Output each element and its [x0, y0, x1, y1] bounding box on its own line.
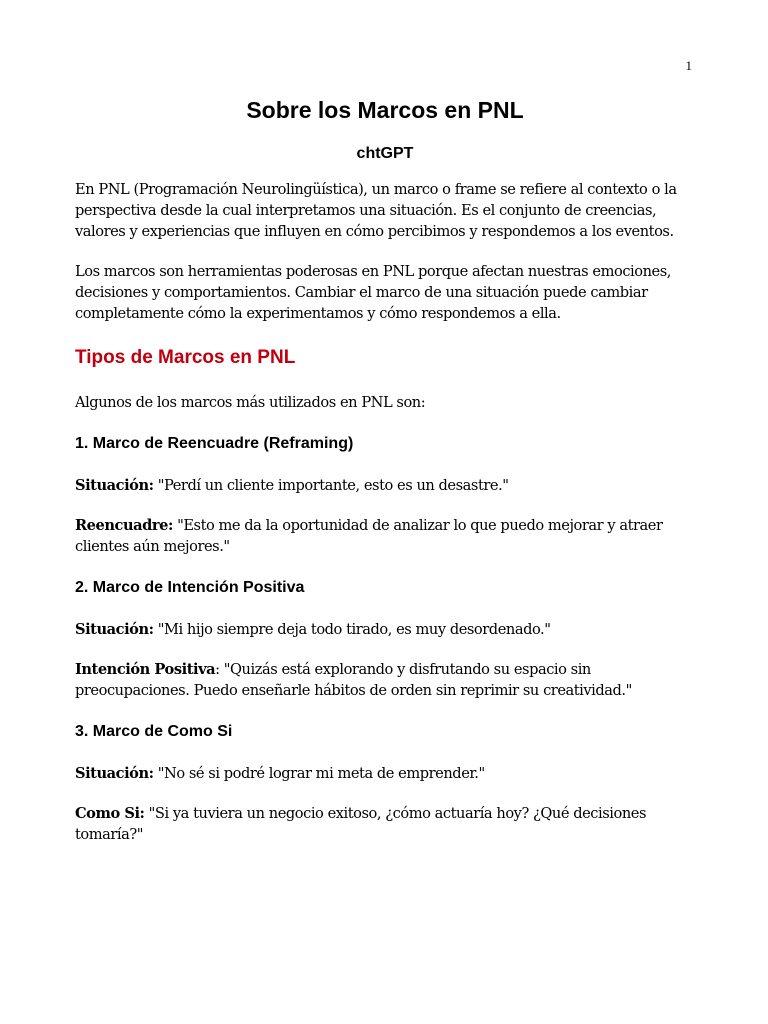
- frame-2-response: [75, 659, 695, 701]
- frame-1-response: [75, 515, 695, 557]
- frame-heading-como-si: 3. Marco de Como Si: [75, 723, 233, 740]
- frame-3-situation: [75, 763, 695, 784]
- page-number: 1: [685, 58, 692, 73]
- response-label: Intención Positiva: [75, 661, 216, 678]
- paragraph-marcos: Los marcos son herramientas poderosas en PNL porque afectan nuestras emociones, decisiones y comportamientos. Cambiar el marco de una situación puede cambiar completamente cómo la experimentamos y cómo respondemos a ella.: [75, 263, 671, 322]
- situation-text: "Mi hijo siempre deja todo tirado, es muy desordenado.": [153, 621, 551, 638]
- response-text: "Esto me da la oportunidad de analizar lo que puedo mejorar y atraer clientes aún mejores.": [75, 517, 663, 555]
- response-text: "Si ya tuviera un negocio exitoso, ¿cómo actuaría hoy? ¿Qué decisiones tomaría?": [75, 805, 647, 843]
- frame-heading-intencion-positiva: 2. Marco de Intención Positiva: [75, 579, 305, 596]
- response-label: Reencuadre:: [75, 517, 173, 534]
- document-body: [75, 93, 695, 845]
- document-title: Sobre los Marcos en PNL: [246, 97, 524, 123]
- section-intro: Algunos de los marcos más utilizados en PNL son:: [75, 394, 426, 411]
- frame-heading-reencuadre: 1. Marco de Reencuadre (Reframing): [75, 435, 354, 452]
- frame-1-situation: [75, 475, 695, 496]
- situation-label: Situación:: [75, 477, 154, 494]
- frame-2-situation: [75, 619, 695, 640]
- response-label: Como Si:: [75, 805, 145, 822]
- frame-3-response: [75, 803, 695, 845]
- situation-text: "No sé si podré lograr mi meta de emprender.": [153, 765, 485, 782]
- section-heading-tipos: Tipos de Marcos en PNL: [75, 347, 296, 368]
- situation-label: Situación:: [75, 621, 154, 638]
- document-author: chtGPT: [356, 145, 414, 162]
- paragraph-intro: En PNL (Programación Neurolingüística), un marco o frame se refiere al contexto o la perspectiva desde la cual interpretamos una situación. Es el conjunto de creencias, valores y experiencias que influyen en cómo percibimos y respondemos a los eventos.: [75, 181, 677, 240]
- situation-text: "Perdí un cliente importante, esto es un desastre.": [153, 477, 509, 494]
- response-text: : "Quizás está explorando y disfrutando su espacio sin preocupaciones. Puedo enseñarle hábitos de orden sin reprimir su creatividad.": [75, 661, 632, 699]
- situation-label: Situación:: [75, 765, 154, 782]
